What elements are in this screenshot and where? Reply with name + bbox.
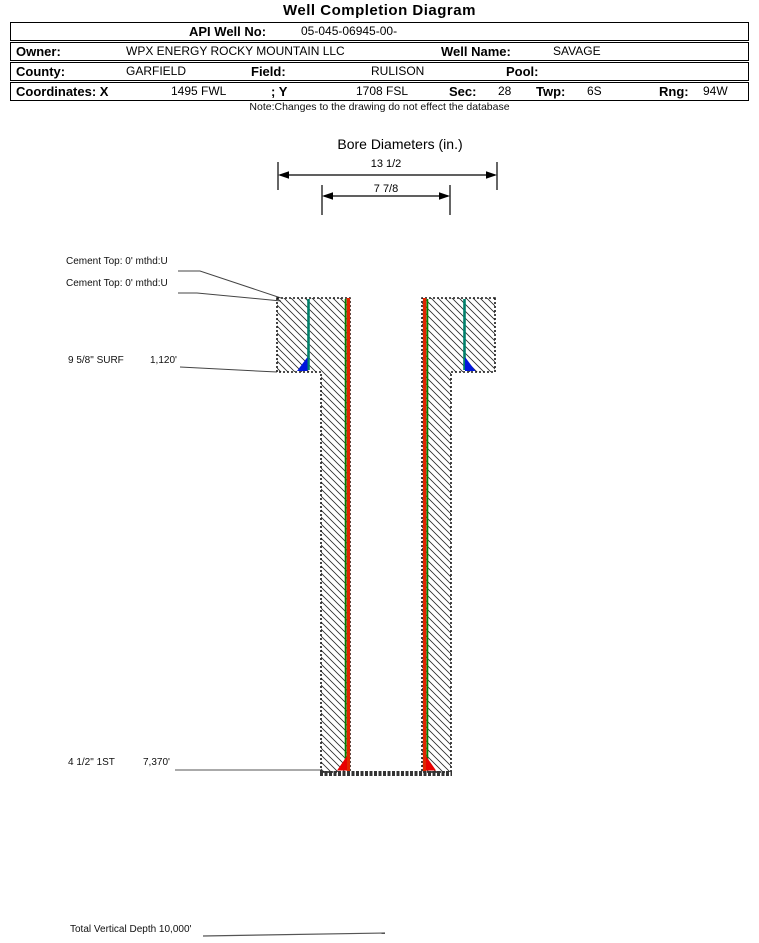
surface-casing-depth: 1,120' <box>150 355 177 366</box>
tvd-line <box>203 933 385 936</box>
coordinates-x-value: 1495 FWL <box>171 84 227 98</box>
well-name-value: SAVAGE <box>553 44 601 58</box>
field-value: RULISON <box>371 64 425 78</box>
cement-top-1-label: Cement Top: 0' mthd:U <box>66 256 168 267</box>
inner-dim-arrow-left <box>322 192 333 200</box>
left-annulus-cement <box>277 298 350 772</box>
inner-diameter-dimension <box>322 185 450 215</box>
coordinates-label: Coordinates: X <box>16 84 109 99</box>
rng-value: 94W <box>703 84 728 98</box>
surface-casing-label: 9 5/8" SURF <box>68 355 124 366</box>
right-annulus-cement <box>422 298 495 772</box>
owner-value: WPX ENERGY ROCKY MOUNTAIN LLC <box>126 44 345 58</box>
twp-label: Twp: <box>536 84 566 99</box>
coordinates-y-label: ; Y <box>271 84 288 99</box>
outer-dim-arrow-right <box>486 171 497 179</box>
coordinates-y-value: 1708 FSL <box>356 84 409 98</box>
database-note: Note:Changes to the drawing do not effect the database <box>249 101 510 113</box>
page-title: Well Completion Diagram <box>283 2 476 19</box>
outer-dim-arrow-left <box>278 171 289 179</box>
bore-diameters-title: Bore Diameters (in.) <box>337 136 463 152</box>
rng-label: Rng: <box>659 84 689 99</box>
api-well-no-label: API Well No: <box>189 24 267 39</box>
inner-bore-diameter-value: 7 7/8 <box>373 183 399 195</box>
county-value: GARFIELD <box>126 64 187 78</box>
twp-value: 6S <box>587 84 602 98</box>
sec-value: 28 <box>498 84 512 98</box>
production-casing-label: 4 1/2" 1ST <box>68 757 115 768</box>
well-name-label: Well Name: <box>441 44 511 59</box>
inner-dim-arrow-right <box>439 192 450 200</box>
outer-bore-diameter-value: 13 1/2 <box>370 158 402 170</box>
field-label: Field: <box>251 64 286 79</box>
surface-shoe-leader <box>180 367 277 372</box>
cement-top-1-leader <box>178 271 281 298</box>
sec-label: Sec: <box>449 84 477 99</box>
production-casing-depth: 7,370' <box>143 757 170 768</box>
api-well-no-value: 05-045-06945-00- <box>301 24 398 38</box>
owner-label: Owner: <box>16 44 61 59</box>
cement-top-2-leader <box>178 293 281 301</box>
outer-diameter-dimension <box>278 162 497 190</box>
total-vertical-depth-label: Total Vertical Depth 10,000' <box>70 924 192 935</box>
cement-top-2-label: Cement Top: 0' mthd:U <box>66 278 168 289</box>
county-label: County: <box>16 64 66 79</box>
pool-label: Pool: <box>506 64 539 79</box>
